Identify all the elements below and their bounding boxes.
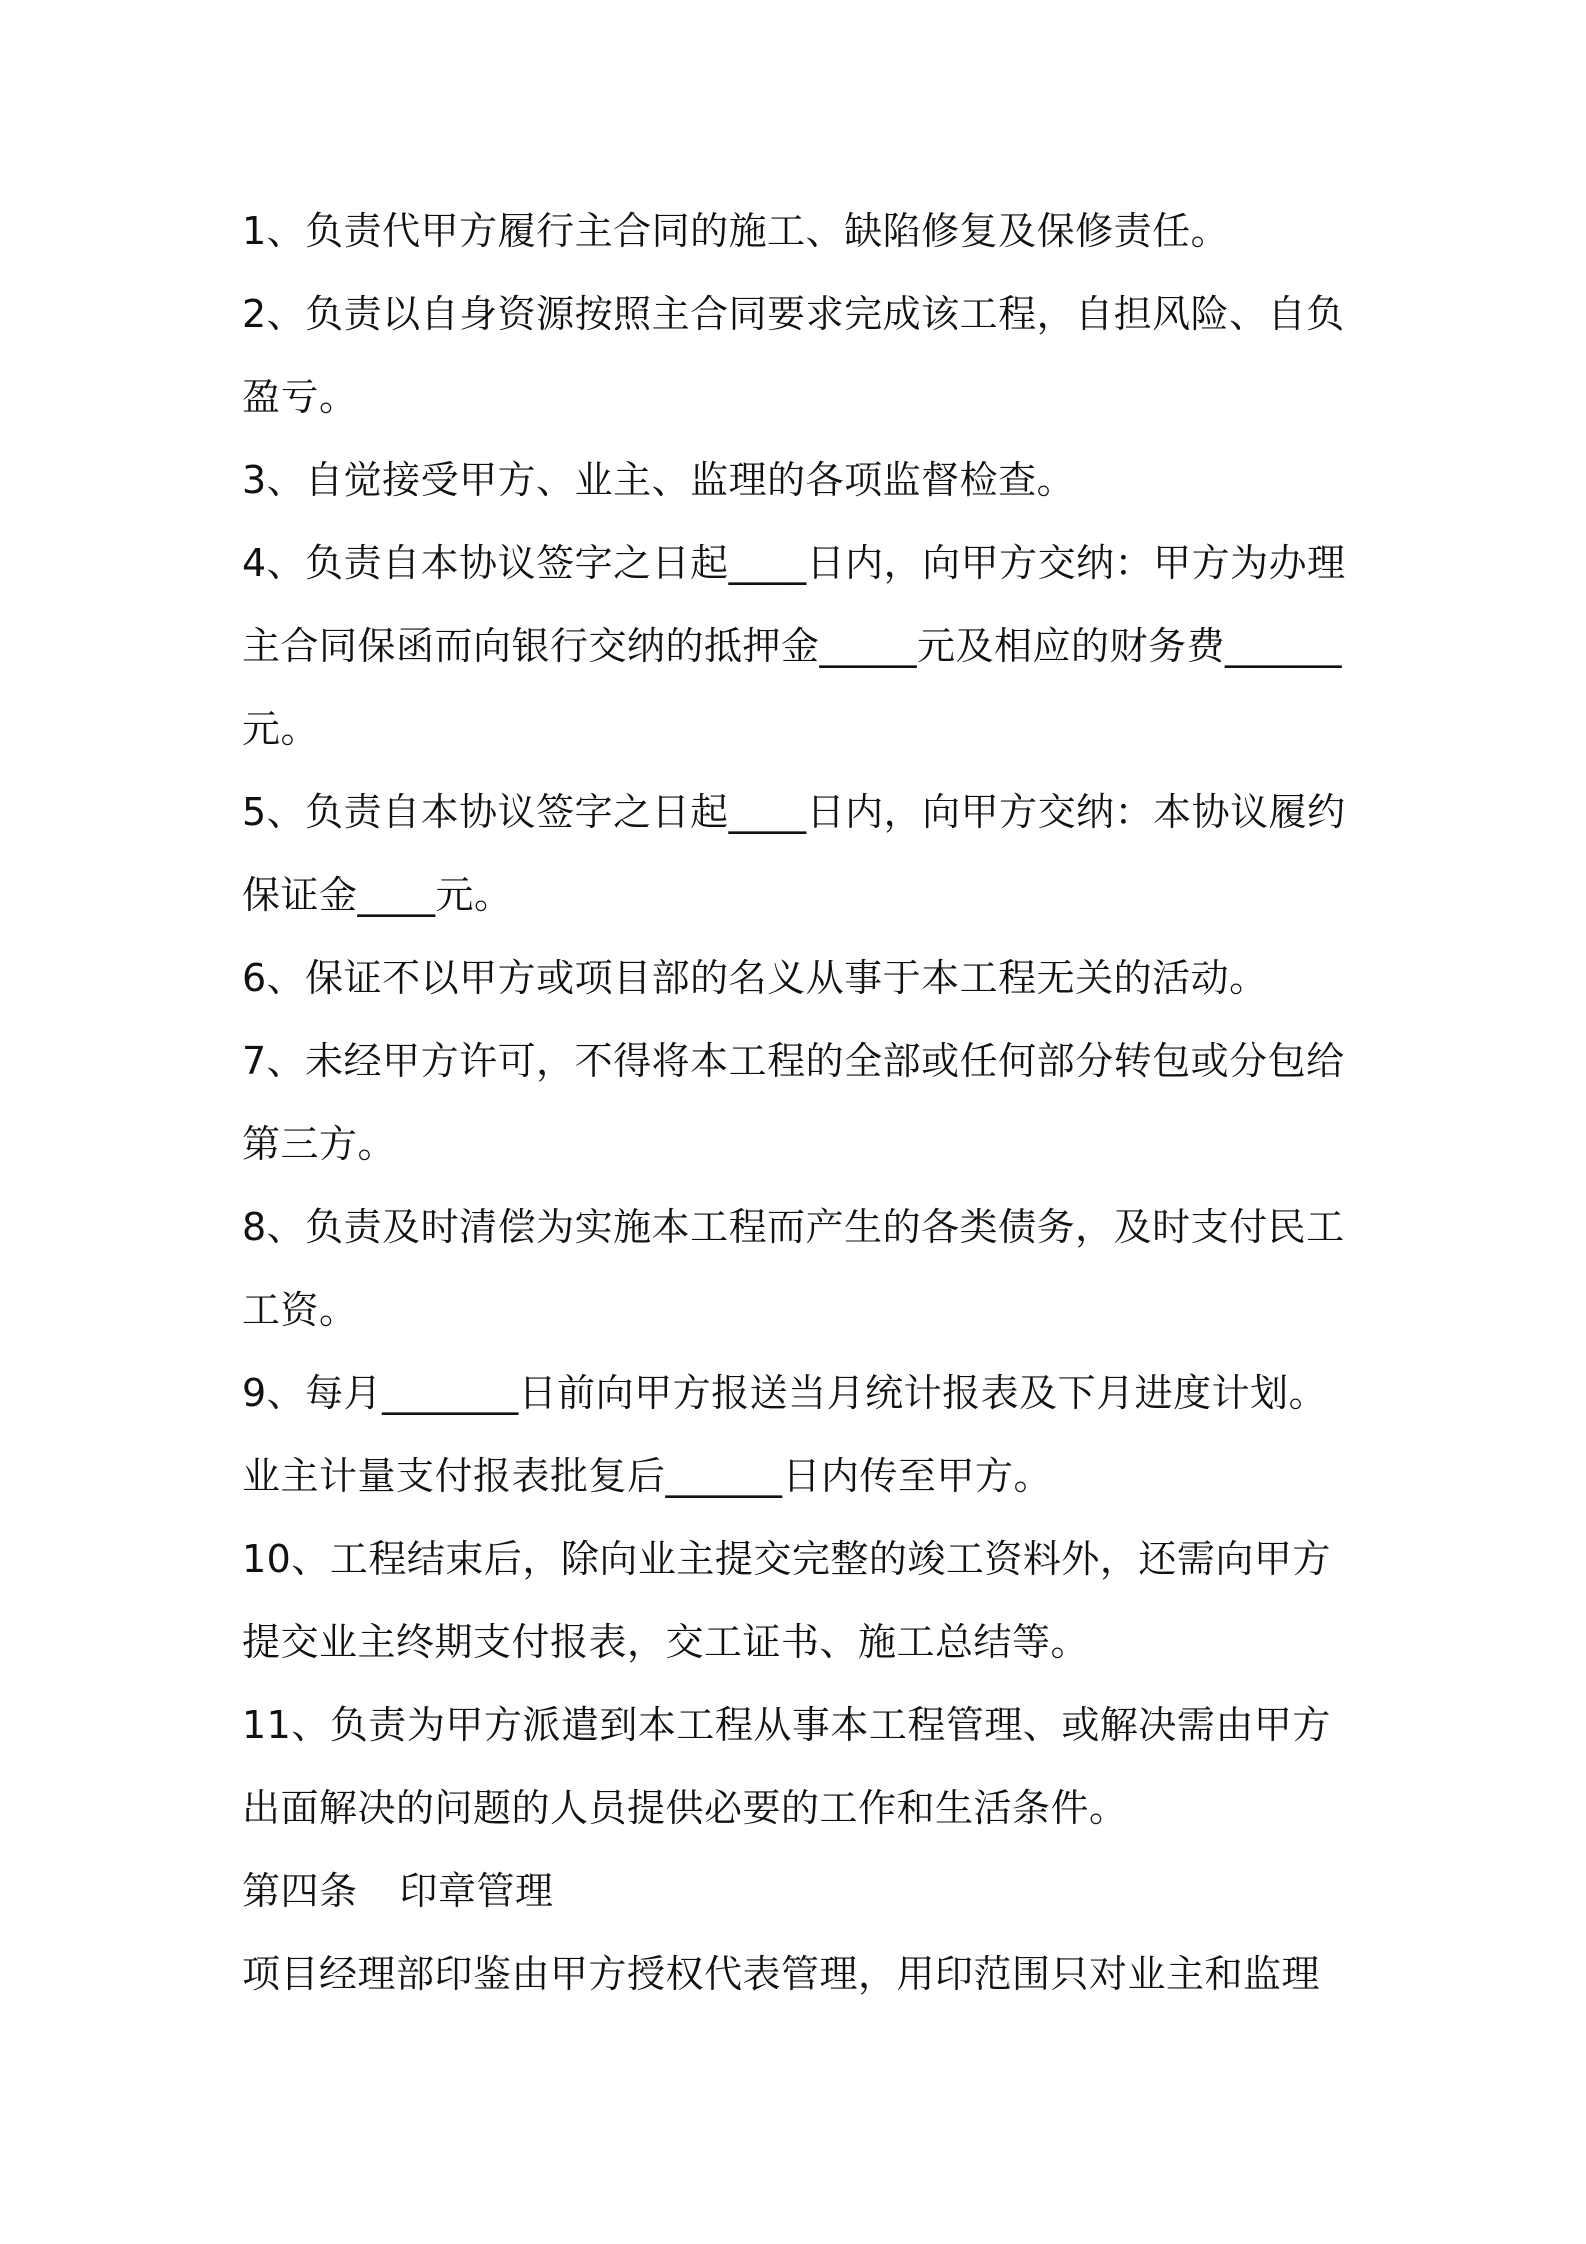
clause-10: 10、工程结束后，除向业主提交完整的竣工资料外，还需向甲方提交业主终期支付报表，交工证书、施工总结等。: [242, 1537, 1331, 1664]
clause-4: 4、负责自本协议签字之日起____日内，向甲方交纳：甲方为办理主合同保函而向银行交纳的抵押金_____元及相应的财务费______元。: [242, 541, 1346, 751]
document-body: [242, 190, 1362, 2016]
clause-5: 5、负责自本协议签字之日起____日内，向甲方交纳：本协议履约保证金____元。: [242, 790, 1346, 917]
clause-7: 7、未经甲方许可，不得将本工程的全部或任何部分转包或分包给第三方。: [242, 1039, 1345, 1166]
clause-11: 11、负责为甲方派遣到本工程从事本工程管理、或解决需由甲方出面解决的问题的人员提供必要的工作和生活条件。: [242, 1703, 1331, 1830]
clause-2: 2、负责以自身资源按照主合同要求完成该工程，自担风险、自负盈亏。: [242, 292, 1345, 419]
clause-9: 9、每月_______日前向甲方报送当月统计报表及下月进度计划。业主计量支付报表批复后______日内传至甲方。: [242, 1371, 1328, 1498]
seal-management-paragraph: 项目经理部印鉴由甲方授权代表管理，用印范围只对业主和监理: [242, 1952, 1321, 1996]
clause-3: 3、自觉接受甲方、业主、监理的各项监督检查。: [242, 458, 1076, 502]
section-heading: [242, 1850, 1362, 1933]
section-number: 第四条: [242, 1869, 358, 1913]
clause-1: 1、负责代甲方履行主合同的施工、缺陷修复及保修责任。: [242, 209, 1230, 253]
clause-6: 6、保证不以甲方或项目部的名义从事于本工程无关的活动。: [242, 956, 1268, 1000]
section-title: 印章管理: [399, 1869, 554, 1913]
clause-8: 8、负责及时清偿为实施本工程而产生的各类债务，及时支付民工工资。: [242, 1205, 1345, 1332]
